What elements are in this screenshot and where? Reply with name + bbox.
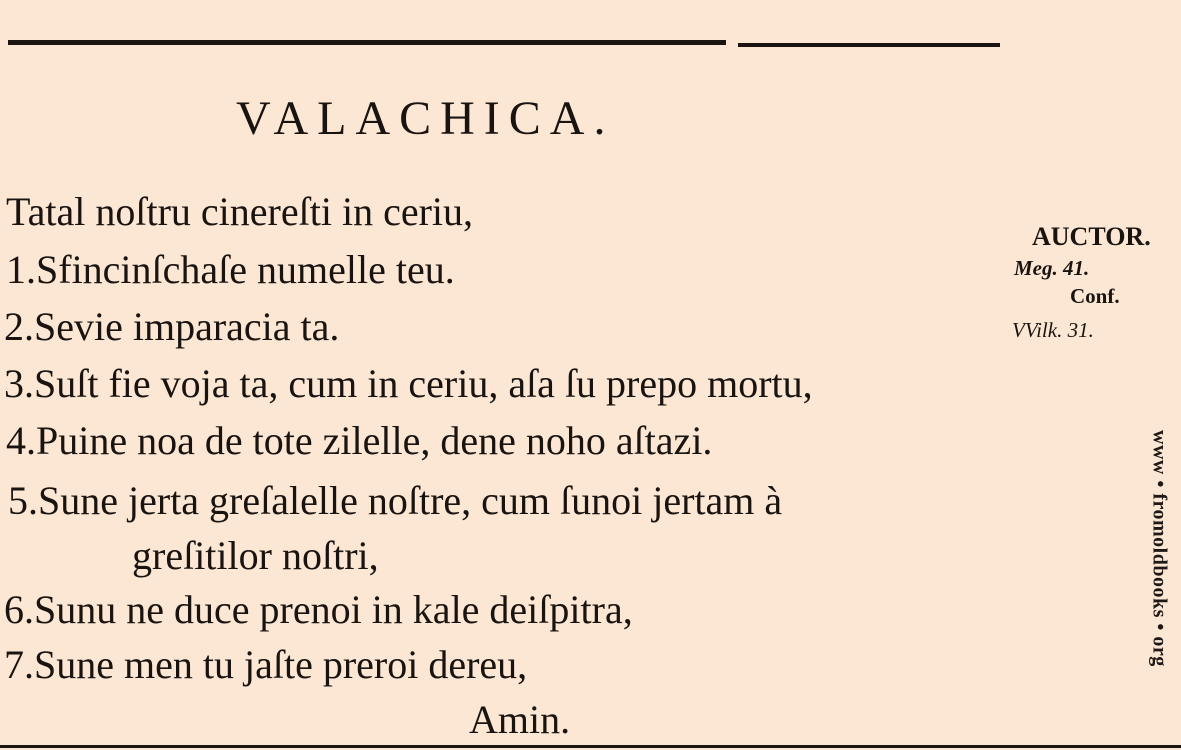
top-rule-right [738,43,1000,47]
top-rule-left [8,40,726,45]
prayer-line-2: 2.Sevie imparacia ta. [4,304,340,349]
prayer-line-7: 7.Sune men tu jaſte preroi dereu, [4,642,528,687]
prayer-line-5: 5.Sune jerta greſalelle noſtre, cum ſunoi jertam à [8,478,783,523]
site-watermark [1141,430,1177,750]
prayer-line-4: 4.Puine noa de tote zilelle, dene noho aſtazi. [6,418,713,463]
bottom-border [0,745,1181,748]
prayer-line-1: 1.Sfincinſchaſe numelle teu. [6,247,455,292]
prayer-line-5-continued: greſitilor noſtri, [132,533,379,578]
closing-amen: Amin. [469,697,571,742]
margin-heading-auctor: AUCTOR. [1032,222,1151,251]
prayer-line-6: 6.Sunu ne duce prenoi in kale deiſpitra, [4,587,633,632]
margin-ref-wilk: VVilk. 31. [1012,318,1094,342]
watermark-text: www • fromoldbooks • org [1148,430,1171,667]
page-title: VALACHICA. [236,92,615,145]
prayer-line-intro: Tatal noſtru cinereſti in ceriu, [6,189,474,234]
prayer-line-3: 3.Suſt fie voja ta, cum in ceriu, aſa ſu prepo mortu, [4,361,813,406]
margin-ref-conf: Conf. [1070,284,1120,308]
margin-ref-meg: Meg. 41. [1014,256,1090,280]
